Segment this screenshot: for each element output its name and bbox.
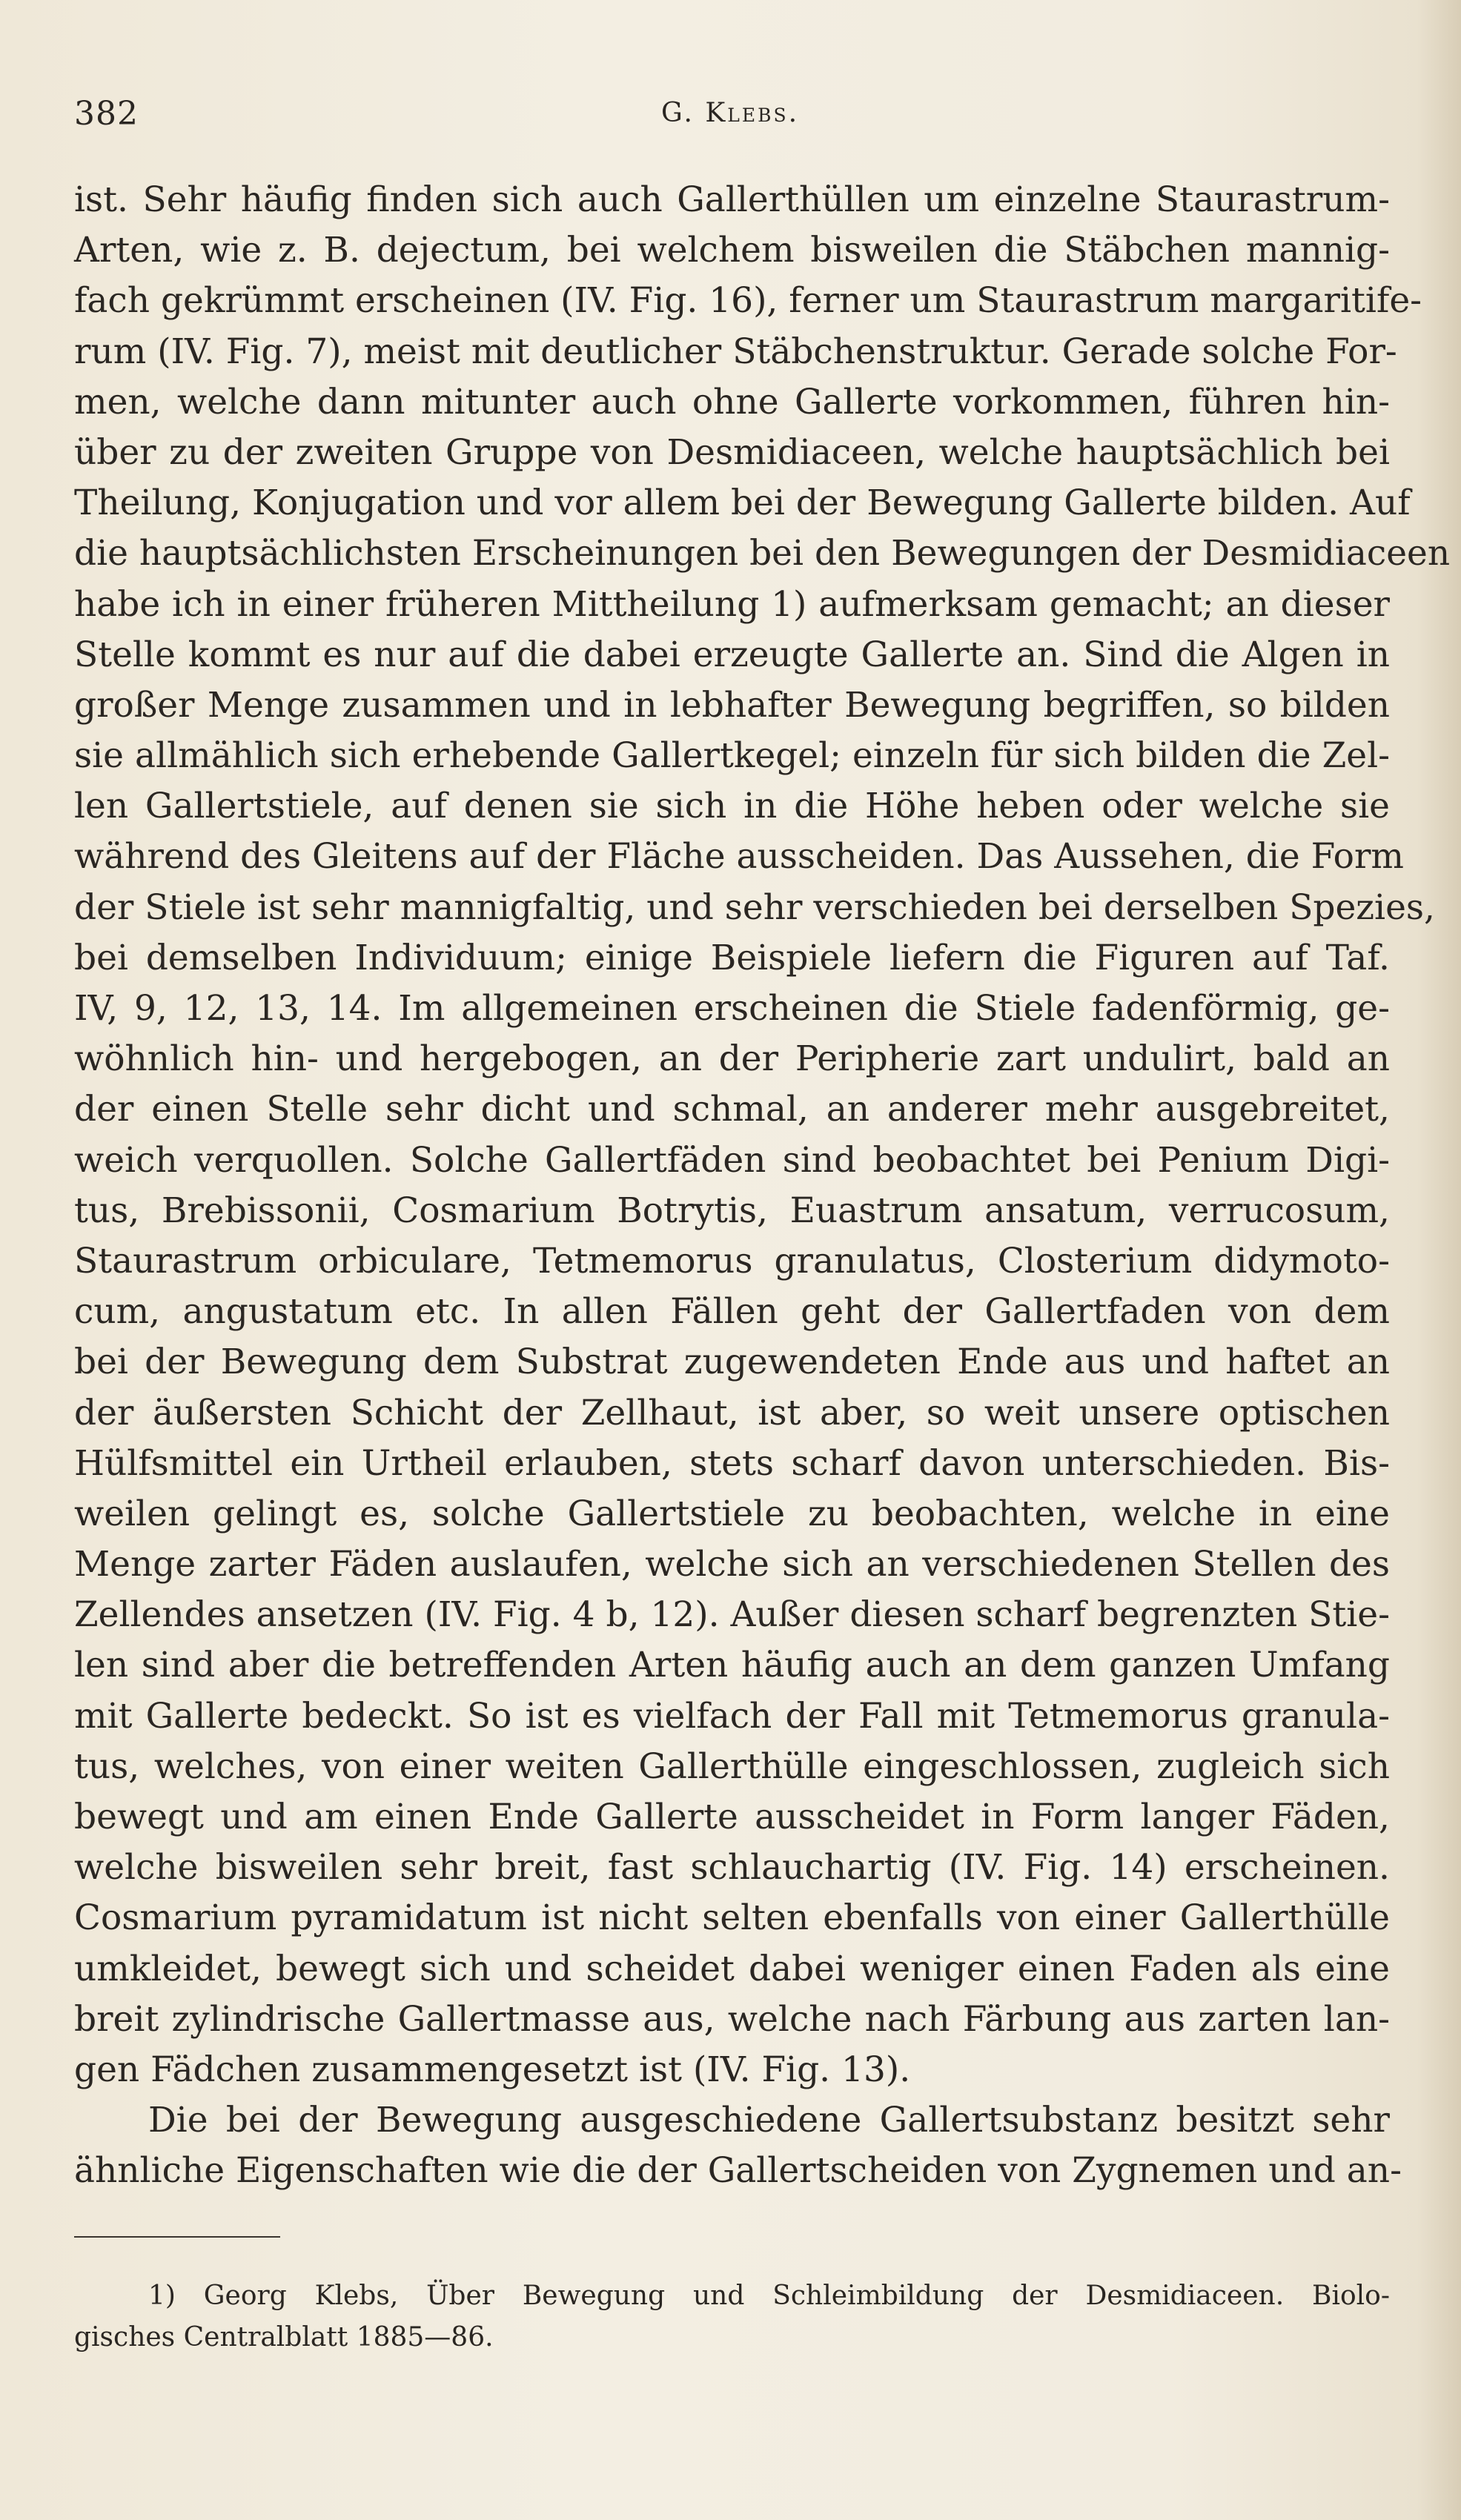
text-line: ähnliche Eigenschaften wie die der Gallertscheiden von Zygnemen und an-: [74, 2150, 1402, 2192]
text-line: habe ich in einer früheren Mittheilung 1) aufmerksam gemacht; an dieser: [74, 583, 1390, 625]
text-line: wöhnlich hin- und hergebogen, an der Peripherie zart undulirt, bald an: [74, 1038, 1390, 1080]
text-line: Staurastrum orbiculare, Tetmemorus granulatus, Closterium didymoto-: [74, 1240, 1390, 1281]
text-line: welche bisweilen sehr breit, fast schlauchartig (IV. Fig. 14) erscheinen.: [74, 1847, 1390, 1889]
text-line: Theilung, Konjugation und vor allem bei der Bewegung Gallerte bilden. Auf: [74, 483, 1411, 524]
text-line: Arten, wie z. B. dejectum, bei welchem bisweilen die Stäbchen mannig-: [74, 230, 1390, 271]
text-line: tus, welches, von einer weiten Gallerthülle eingeschlossen, zugleich sich: [74, 1745, 1390, 1787]
text-line: IV, 9, 12, 13, 14. Im allgemeinen erscheinen die Stiele fadenförmig, ge-: [74, 988, 1390, 1029]
text-line: Cosmarium pyramidatum ist nicht selten ebenfalls von einer Gallerthülle: [74, 1897, 1390, 1939]
text-line: während des Gleitens auf der Fläche ausscheiden. Das Aussehen, die Form: [74, 836, 1404, 878]
text-line: weilen gelingt es, solche Gallertstiele zu beobachten, welche in eine: [74, 1493, 1390, 1534]
text-line: Menge zarter Fäden auslaufen, welche sich an verschiedenen Stellen des: [74, 1544, 1390, 1585]
text-line: len Gallertstiele, auf denen sie sich in die Höhe heben oder welche sie: [74, 786, 1390, 827]
text-line: sie allmählich sich erhebende Gallertkegel; einzeln für sich bilden die Zel-: [74, 735, 1390, 777]
text-line: gen Fädchen zusammengesetzt ist (IV. Fig. 13).: [74, 2049, 911, 2090]
text-line: weich verquollen. Solche Gallertfäden sind beobachtet bei Penium Digi-: [74, 1139, 1390, 1181]
body-text: [74, 175, 1451, 2197]
footnote-divider: [74, 2236, 280, 2238]
text-line: len sind aber die betreffenden Arten häufig auch an dem ganzen Umfang: [74, 1645, 1390, 1686]
text-line: tus, Brebissonii, Cosmarium Botrytis, Euastrum ansatum, verrucosum,: [74, 1190, 1390, 1231]
page-number: 382: [74, 95, 139, 133]
footnote-line: gisches Centralblatt 1885—86.: [74, 2322, 494, 2352]
footnotes: [74, 2275, 1390, 2358]
text-line: ist. Sehr häufig finden sich auch Gallerthüllen um einzelne Staurastrum-: [74, 179, 1390, 220]
text-line: rum (IV. Fig. 7), meist mit deutlicher Stäbchenstruktur. Gerade solche For-: [74, 331, 1397, 372]
text-line: men, welche dann mitunter auch ohne Gallerte vorkommen, führen hin-: [74, 381, 1390, 422]
text-line: mit Gallerte bedeckt. So ist es vielfach der Fall mit Tetmemorus granula-: [74, 1695, 1390, 1737]
text-line: breit zylindrische Gallertmasse aus, welche nach Färbung aus zarten lan-: [74, 1998, 1390, 2040]
text-line: Zellendes ansetzen (IV. Fig. 4 b, 12). Außer diesen scharf begrenzten Stie-: [74, 1594, 1390, 1636]
text-line: fach gekrümmt erscheinen (IV. Fig. 16), ferner um Staurastrum margaritife-: [74, 280, 1422, 322]
text-line: der äußersten Schicht der Zellhaut, ist aber, so weit unsere optischen: [74, 1392, 1390, 1433]
text-line: der Stiele ist sehr mannigfaltig, und sehr verschieden bei derselben Spezies,: [74, 886, 1435, 928]
text-line: bei der Bewegung dem Substrat zugewendeten Ende aus und haftet an: [74, 1342, 1390, 1383]
page-header: [74, 95, 1386, 139]
text-line: bei demselben Individuum; einige Beispiele liefern die Figuren auf Taf.: [74, 937, 1390, 978]
text-line: die hauptsächlichsten Erscheinungen bei den Bewegungen der Desmidiaceen: [74, 533, 1451, 574]
text-line: cum, angustatum etc. In allen Fällen geht der Gallertfaden von dem: [74, 1291, 1390, 1333]
text-line: großer Menge zusammen und in lebhafter Bewegung begriffen, so bilden: [74, 684, 1390, 726]
text-line: Hülfsmittel ein Urtheil erlauben, stets scharf davon unterschieden. Bis-: [74, 1442, 1390, 1484]
footnote-line: 1) Georg Klebs, Über Bewegung und Schleimbildung der Desmidiaceen. Biolo-: [148, 2281, 1390, 2311]
text-line: umkleidet, bewegt sich und scheidet dabei weniger einen Faden als eine: [74, 1948, 1390, 1989]
text-line: Stelle kommt es nur auf die dabei erzeugte Gallerte an. Sind die Algen in: [74, 634, 1390, 675]
text-line: über zu der zweiten Gruppe von Desmidiaceen, welche hauptsächlich bei: [74, 431, 1390, 473]
text-line: Die bei der Bewegung ausgeschiedene Gallertsubstanz besitzt sehr: [148, 2100, 1390, 2141]
running-head: G. Klebs.: [660, 98, 800, 128]
text-line: bewegt und am einen Ende Gallerte ausscheidet in Form langer Fäden,: [74, 1797, 1390, 1837]
text-line: der einen Stelle sehr dicht und schmal, an anderer mehr ausgebreitet,: [74, 1089, 1390, 1130]
